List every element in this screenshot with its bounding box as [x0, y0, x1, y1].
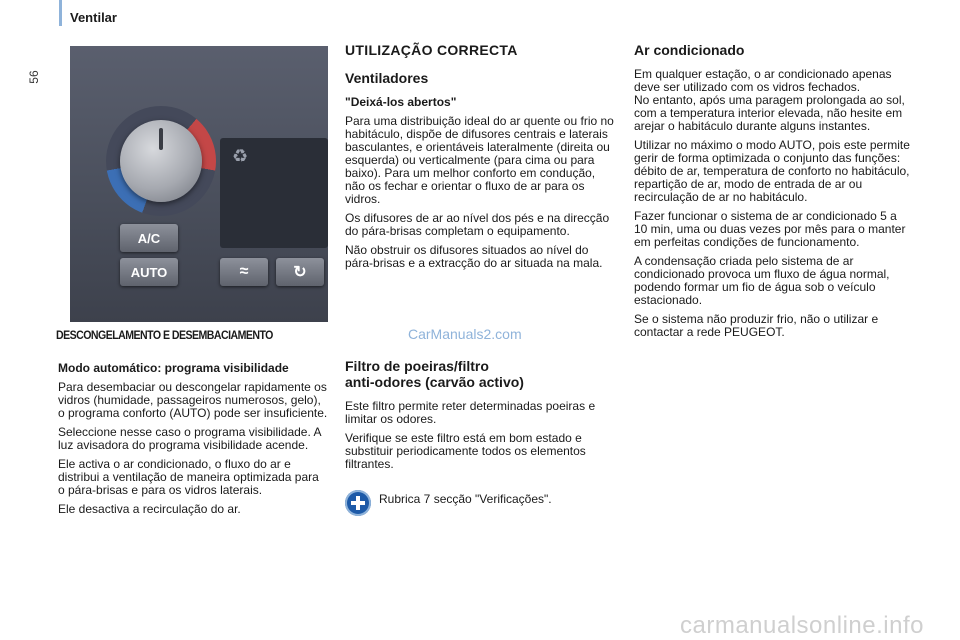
- defrost-icon: ≈: [239, 263, 249, 280]
- ac-button: A/C: [120, 224, 178, 252]
- correct-use-column: [345, 42, 617, 276]
- fans-heading: Ventiladores: [345, 70, 429, 86]
- paragraph: Os difusores de ar ao nível dos pés e na direcção do pára-brisas completam o equipamento.: [345, 211, 610, 238]
- paragraph: Não obstruir os difusores situados ao nível do pára-brisas e a extracção do ar situada na mala.: [345, 243, 603, 270]
- climate-control-photo: [70, 46, 328, 322]
- windscreen-defrost-icon: ♻: [232, 146, 249, 166]
- correct-use-heading: UTILIZAÇÃO CORRECTA: [345, 42, 518, 58]
- air-conditioning-column: [634, 42, 910, 345]
- photo-caption: DESCONGELAMENTO E DESEMBACIAMENTO: [56, 328, 273, 342]
- visibility-program-column: [58, 362, 328, 522]
- climate-display: [220, 138, 328, 248]
- paragraph: Seleccione nesse caso o programa visibilidade. A luz avisadora do programa visibilidade acende.: [58, 425, 321, 452]
- filter-heading: [345, 358, 617, 390]
- paragraph: Para desembaciar ou descongelar rapidamente os vidros (humidade, passageiros numerosos, gelo), o programa conforto (AUTO) pode ser insuficiente.: [58, 380, 328, 420]
- reference-text: Rubrica 7 secção "Verificações".: [379, 492, 552, 506]
- paragraph: Se o sistema não produzir frio, não o utilizar e contactar a rede PEUGEOT.: [634, 312, 879, 339]
- defrost-button: [220, 258, 268, 286]
- footer-watermark: carmanualsonline.info: [680, 612, 924, 639]
- air-conditioning-heading: Ar condicionado: [634, 42, 745, 58]
- auto-button: AUTO: [120, 258, 178, 286]
- filter-heading-line2: anti-odores (carvão activo): [345, 374, 524, 390]
- paragraph: Fazer funcionar o sistema de ar condicionado 5 a 10 min, uma ou duas vezes por mês para o manter em perfeitas condições de funcionamento.: [634, 209, 906, 249]
- keep-open-heading: "Deixá-los abertos": [345, 95, 457, 109]
- filter-heading-line1: Filtro de poeiras/filtro: [345, 358, 489, 374]
- knob-indicator: [159, 128, 163, 150]
- center-watermark: CarManuals2.com: [408, 326, 522, 342]
- cross-reference: [345, 490, 617, 520]
- paragraph: Este filtro permite reter determinadas poeiras e limitar os odores.: [345, 399, 596, 426]
- paragraph: [634, 68, 910, 133]
- paragraph: Ele desactiva a recirculação do ar.: [58, 502, 241, 516]
- section-accent-bar: [59, 0, 62, 26]
- section-title: Ventilar: [70, 10, 117, 25]
- recirculation-icon: ↻: [293, 264, 307, 281]
- paragraph: Ele activa o ar condicionado, o fluxo do ar e distribui a ventilação de maneira optimizada para o pára-brisas e para os vidros laterais.: [58, 457, 319, 497]
- visibility-heading: Modo automático: programa visibilidade: [58, 361, 289, 375]
- paragraph: Verifique se este filtro está em bom estado e substituir periodicamente todos os elementos filtrantes.: [345, 431, 586, 471]
- paragraph: Para uma distribuição ideal do ar quente ou frio no habitáculo, dispõe de difusores centrais e laterais basculantes, e orientáveis lateralmente (direita ou esquerda) ou verticalmente (para cima ou para baixo). Para um melhor conforto em condução, não os fechar e orientar o fluxo de ar para os vidros.: [345, 114, 614, 206]
- page-number: 56: [27, 70, 41, 84]
- paragraph: A condensação criada pelo sistema de ar condicionado provoca um fluxo de água normal, podendo formar um fio de água sob o veículo estacionado.: [634, 254, 890, 307]
- paragraph-part: Em qualquer estação, o ar condicionado apenas deve ser utilizado com os vidros fechados.: [634, 67, 892, 94]
- paragraph: Utilizar no máximo o modo AUTO, pois este permite gerir de forma optimizada o conjunto das funções: débito de ar, temperatura de conforto no habitáculo, repartição de ar, modo de entrada de ar ou recirculação de ar no habitáculo.: [634, 138, 910, 204]
- paragraph-part: No entanto, após uma paragem prolongada ao sol, com a temperatura interior elevada, não hesite em arejar o habitáculo durante alguns instantes.: [634, 93, 905, 133]
- filter-section: [345, 358, 617, 477]
- recirculation-button: [276, 258, 324, 286]
- plus-icon: [345, 490, 371, 516]
